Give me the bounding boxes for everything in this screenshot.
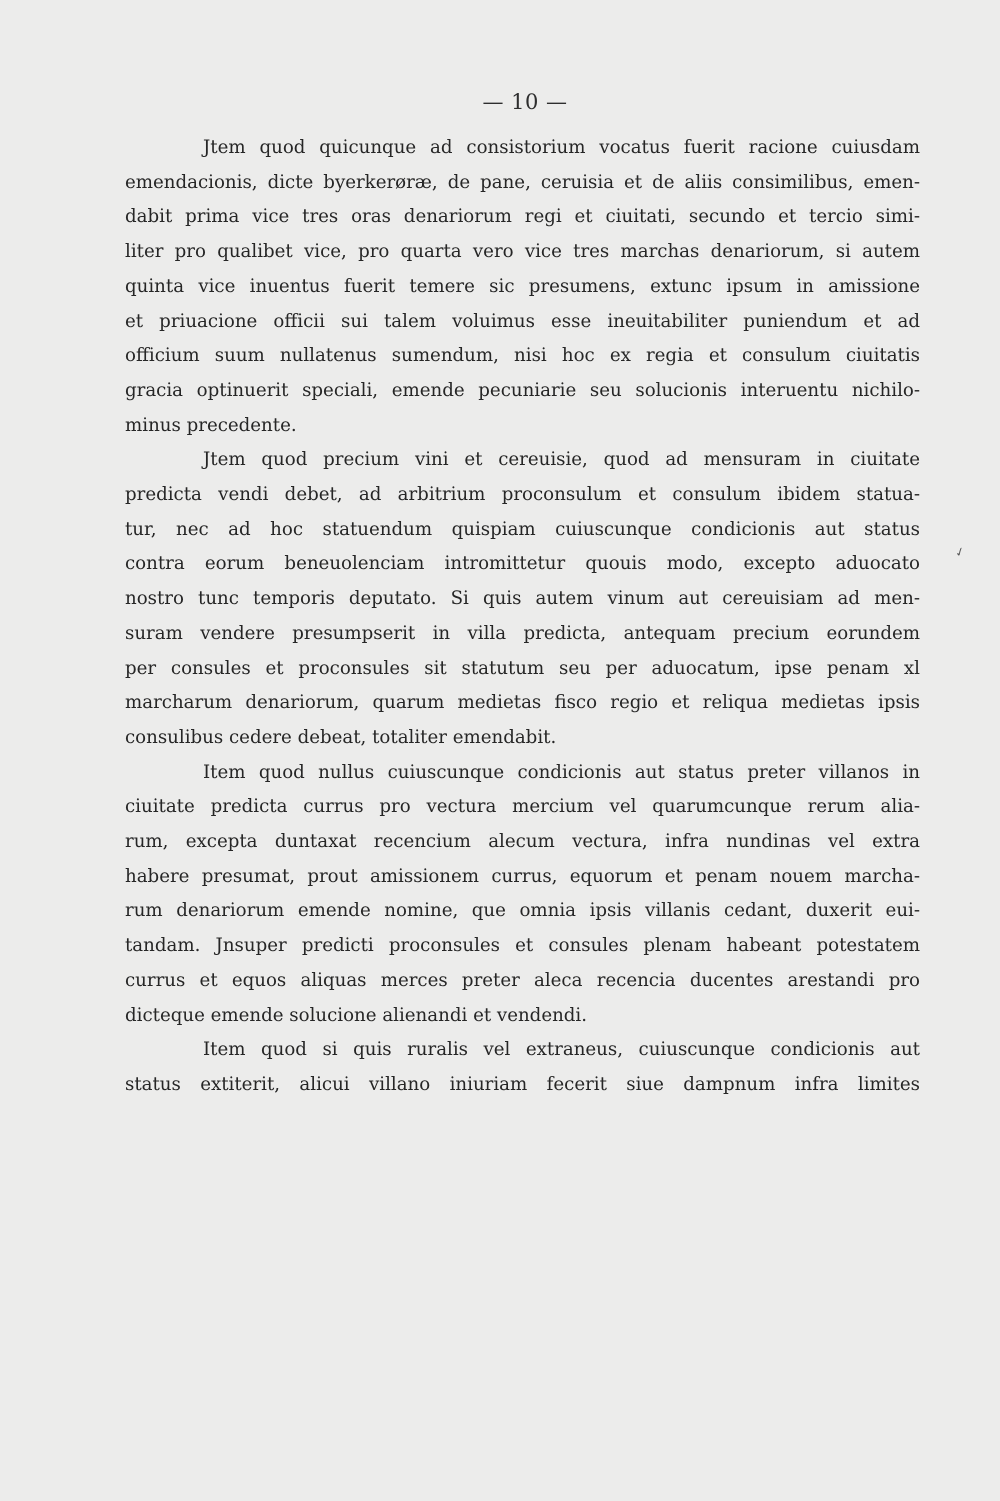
text-line: rum denariorum emende nomine, que omnia ipsis villanis cedant, duxerit eui- xyxy=(125,900,920,922)
paragraph-4 xyxy=(125,1033,920,1102)
margin-check-mark: ✓ xyxy=(952,543,968,561)
text-line: currus et equos aliquas merces preter aleca recencia ducentes arestandi pro xyxy=(125,969,920,991)
paragraph-3 xyxy=(125,756,920,1034)
text-line: officium suum nullatenus sumendum, nisi hoc ex regia et consulum ciuitatis xyxy=(125,345,920,367)
text-line: ciuitate predicta currus pro vectura mercium vel quarumcunque rerum alia- xyxy=(125,796,920,818)
text-line: minus precedente. xyxy=(125,414,297,436)
paragraph-2 xyxy=(125,443,920,755)
text-line: suram vendere presumpserit in villa predicta, antequam precium eorundem xyxy=(125,622,920,644)
text-line: tur, nec ad hoc statuendum quispiam cuiuscunque condicionis aut status xyxy=(125,518,920,540)
text-line: quinta vice inuentus fuerit temere sic presumens, extunc ipsum in amissione xyxy=(125,275,920,297)
text-line: rum, excepta duntaxat recencium alecum vectura, infra nundinas vel extra xyxy=(125,831,920,853)
text-line: tandam. Jnsuper predicti proconsules et consules plenam habeant potestatem xyxy=(125,935,920,957)
text-line: per consules et proconsules sit statutum seu per aduocatum, ipse penam xl xyxy=(125,657,920,679)
page-number: — 10 — xyxy=(482,90,568,114)
text-line: Jtem quod quicunque ad consistorium vocatus fuerit racione cuiusdam xyxy=(203,137,920,158)
text-line: predicta vendi debet, ad arbitrium proconsulum et consulum ibidem statua- xyxy=(125,484,920,506)
text-line: marcharum denariorum, quarum medietas fisco regio et reliqua medietas ipsis xyxy=(125,692,920,714)
text-line: nostro tunc temporis deputato. Si quis autem vinum aut cereuisiam ad men- xyxy=(125,588,920,610)
text-line: contra eorum beneuolenciam intromittetur quouis modo, excepto aduocato xyxy=(125,553,920,575)
text-line: gracia optinuerit speciali, emende pecuniarie seu solucionis interuentu nichilo- xyxy=(125,379,920,401)
text-line: status extiterit, alicui villano iniuriam fecerit siue dampnum infra limites xyxy=(125,1073,920,1095)
text-line: dicteque emende solucione alienandi et vendendi. xyxy=(125,1004,588,1026)
text-line: Item quod nullus cuiuscunque condicionis aut status preter villanos in xyxy=(203,761,920,783)
text-line: emendacionis, dicte byerkerøræ, de pane, ceruisia et de aliis consimilibus, emen- xyxy=(125,171,920,193)
text-line: habere presumat, prout amissionem currus, equorum et penam nouem marcha- xyxy=(125,865,920,887)
text-line: Jtem quod precium vini et cereuisie, quod ad mensuram in ciuitate xyxy=(203,449,920,471)
text-line: liter pro qualibet vice, pro quarta vero vice tres marchas denariorum, si autem xyxy=(125,241,920,263)
paragraph-1 xyxy=(125,131,920,443)
text-line: et priuacione officii sui talem voluimus esse ineuitabiliter puniendum et ad xyxy=(125,310,920,332)
text-line: dabit prima vice tres oras denariorum regi et ciuitati, secundo et tercio simi- xyxy=(125,206,920,228)
document-body xyxy=(125,131,920,1103)
text-line: consulibus cedere debeat, totaliter emendabit. xyxy=(125,726,557,748)
text-line: Item quod si quis ruralis vel extraneus, cuiuscunque condicionis aut xyxy=(203,1039,920,1061)
